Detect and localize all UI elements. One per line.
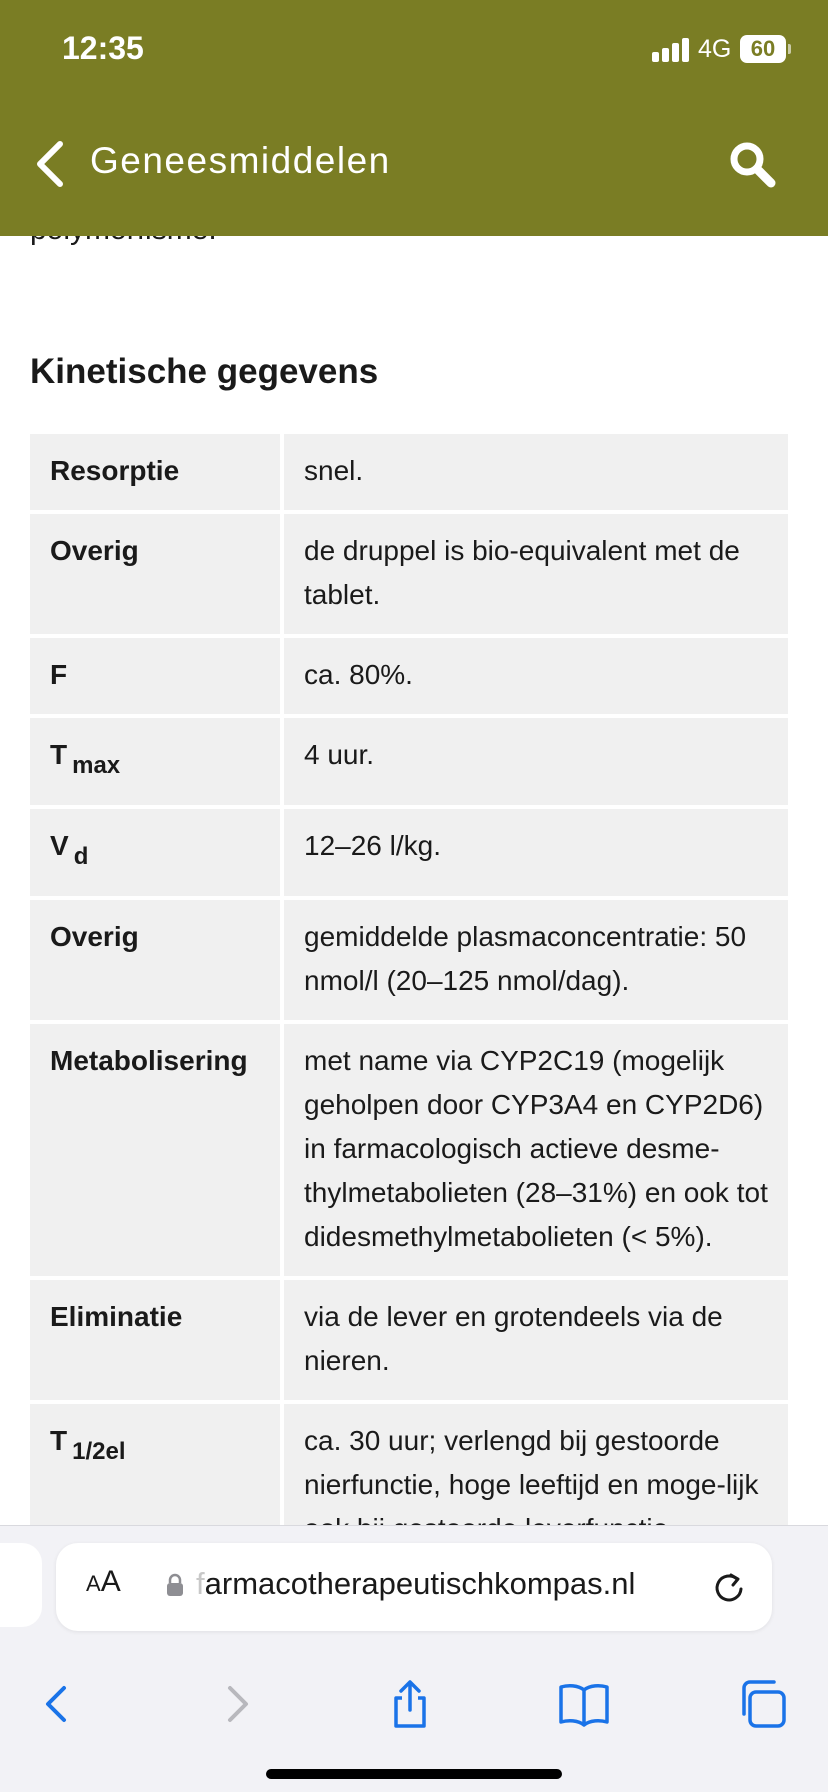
section-title: Kinetische gegevens — [30, 352, 379, 391]
row-value: de druppel is bio-equivalent met de tablet. — [284, 514, 788, 634]
back-button[interactable] — [30, 138, 72, 190]
share-icon[interactable] — [382, 1676, 438, 1732]
row-label-subscript: d — [73, 843, 89, 870]
address-bar[interactable] — [56, 1543, 772, 1631]
row-label: Overig — [30, 514, 280, 634]
lock-icon — [166, 1573, 184, 1597]
row-label: T 1/2el — [30, 1404, 280, 1568]
reader-options-button[interactable]: AA — [86, 1565, 121, 1598]
row-value: 4 uur. — [284, 718, 788, 805]
row-label: T max — [30, 718, 280, 805]
row-label-subscript: 1/2el — [72, 1438, 126, 1465]
row-value: 12–26 l/kg. — [284, 809, 788, 896]
bookmarks-icon[interactable] — [556, 1676, 612, 1732]
network-type: 4G — [698, 35, 732, 63]
row-value: ca. 80%. — [284, 638, 788, 714]
reload-icon[interactable] — [711, 1567, 749, 1607]
row-label-subscript: max — [72, 752, 121, 779]
status-time: 12:35 — [62, 30, 144, 66]
table-row — [30, 809, 788, 896]
row-label: F — [30, 638, 280, 714]
row-value: gemiddelde plasmaconcentratie: 50 nmol/l (20–125 nmol/dag). — [284, 900, 788, 1020]
table-row — [30, 434, 788, 510]
row-label: Metabolisering — [30, 1024, 280, 1276]
search-icon — [726, 138, 778, 190]
browser-toolbar — [0, 1525, 828, 1792]
table-row — [30, 1280, 788, 1400]
row-label: Resorptie — [30, 434, 280, 510]
table-row — [30, 638, 788, 714]
kinetics-table — [26, 430, 792, 1572]
header-title: Geneesmiddelen — [90, 140, 391, 181]
row-value: ca. 30 uur; verlengd bij gestoorde nierfunctie, hoge leeftijd en moge-lijk — [284, 1404, 788, 1568]
home-indicator — [266, 1769, 562, 1779]
row-value: snel. — [284, 434, 788, 510]
tabs-icon[interactable] — [734, 1676, 790, 1732]
signal-icon — [652, 38, 690, 62]
table-row — [30, 900, 788, 1020]
battery-icon: 60 — [740, 35, 786, 63]
table-row — [30, 1024, 788, 1276]
battery-tip — [788, 44, 791, 54]
search-button[interactable] — [726, 138, 778, 190]
row-value: met name via CYP2C19 (mogelijk geholpen door CYP3A4 en CYP2D6) in farmacologisch actieve desme-thylmetabolieten (28–31%) en ook tot didesmethylmetabolieten (< 5%). — [284, 1024, 788, 1276]
previous-tab-preview[interactable] — [0, 1543, 42, 1627]
chevron-left-icon — [30, 138, 72, 190]
row-label: Overig — [30, 900, 280, 1020]
row-label: V d — [30, 809, 280, 896]
back-icon[interactable] — [30, 1676, 86, 1732]
row-value: via de lever en grotendeels via de nieren. — [284, 1280, 788, 1400]
row-label: Eliminatie — [30, 1280, 280, 1400]
table-row — [30, 718, 788, 805]
table-row — [30, 514, 788, 634]
forward-icon[interactable] — [208, 1676, 264, 1732]
url-text[interactable]: farmacotherapeutischkompas.nl — [196, 1566, 636, 1601]
app-header — [0, 0, 828, 236]
